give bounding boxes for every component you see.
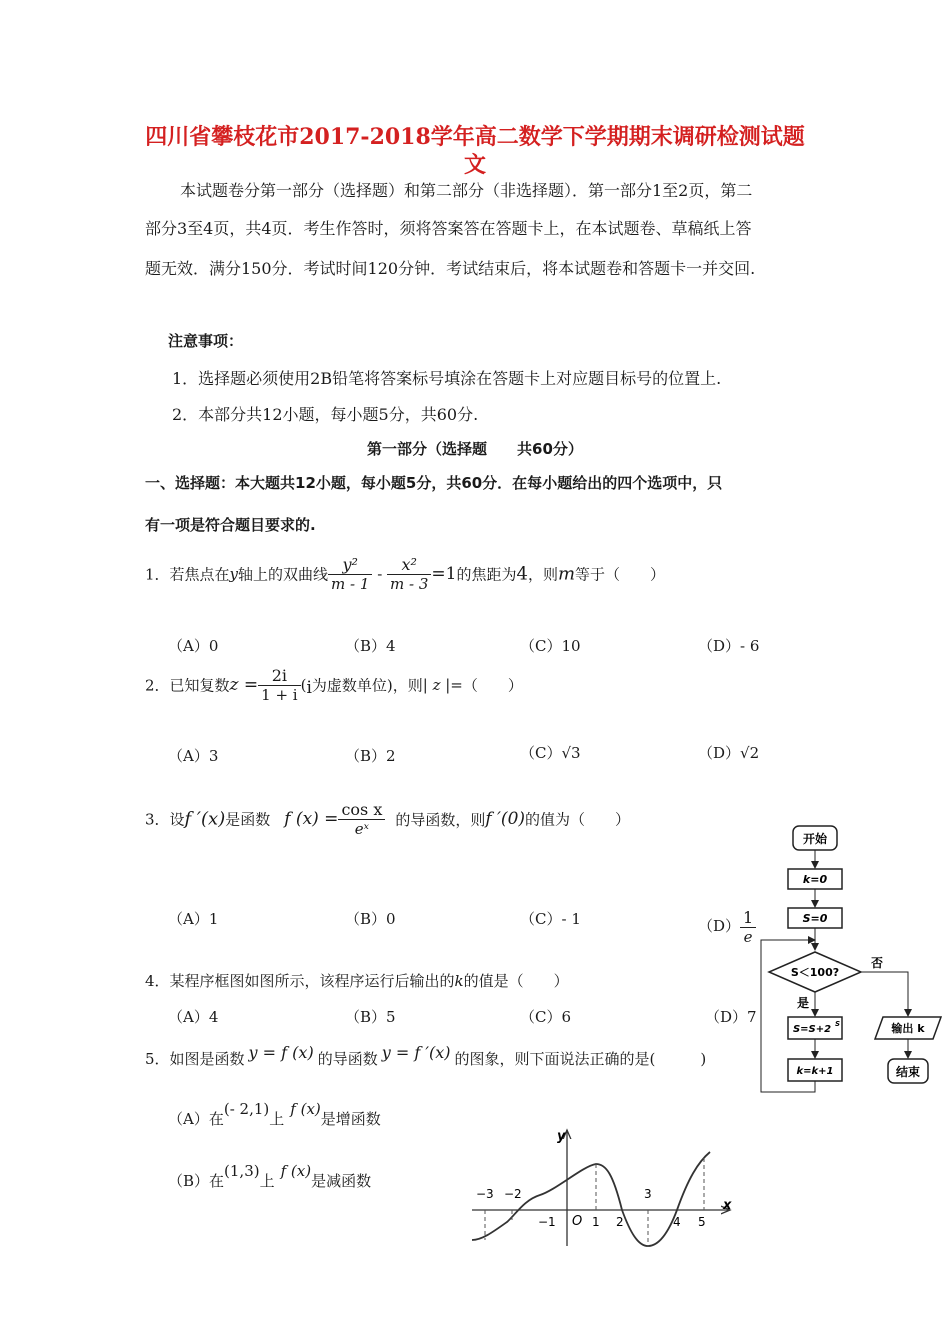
q1-post2: ，则 [527, 565, 558, 584]
q1-post: 的焦距为 [456, 565, 517, 584]
q1-option-b[interactable]: （B）4 [345, 637, 396, 655]
q4-option-b[interactable]: （B）5 [345, 1008, 396, 1026]
q5-option-b-mid: 上 [259, 1172, 275, 1190]
notes-heading: 注意事项： [168, 332, 244, 350]
q3-mid: 是函数 [225, 810, 271, 829]
doc-title-line2: 文 [463, 152, 486, 178]
q3-f0: f ′(0) [485, 809, 526, 829]
q5-post: 的图象，则下面说法正确的是( ) [454, 1050, 707, 1068]
q1-mid: 轴上的双曲线 [238, 565, 329, 584]
q2-abs: | z |= [422, 676, 463, 694]
q1-option-a[interactable]: （A）0 [168, 637, 219, 655]
intro-line3: 题无效．满分150分．考试时间120分钟．考试结束后，将本试题卷和答题卡一并交回. [145, 259, 756, 278]
graph-tick-4: 4 [673, 1215, 681, 1229]
q2-option-b[interactable]: （B）2 [345, 747, 396, 765]
q4-pre: 4．某程序框图如图所示，该程序运行后输出的 [145, 972, 455, 990]
flow-yes-label: 是 [797, 996, 810, 1010]
q5-y1: y = f (x) [248, 1043, 314, 1062]
q2-post2: （ ） [462, 676, 523, 695]
q2-i: i [306, 678, 312, 698]
flow-k0-text: k=0 [802, 873, 828, 886]
q1-eq: =1 [431, 564, 457, 584]
q5-option-a-interval: (- 2,1) [223, 1100, 270, 1118]
q3-stem [145, 800, 630, 838]
q2-pre: 2．已知复数 [145, 676, 230, 695]
q3-frac: $\frac{\text{cos x}}{\text{eˣ}}$ [338, 800, 385, 838]
doc-title-line1: 四川省攀枝花市2017-2018学年高二数学下学期期末调研检测试题 [145, 124, 805, 150]
q2-paren: ( [300, 676, 307, 694]
graph-origin: O [572, 1214, 583, 1229]
q3-option-d-label: （D） [698, 917, 741, 935]
graph-tick-1: 1 [592, 1215, 600, 1229]
intro-line1: 本试题卷分第一部分（选择题）和第二部分（非选择题）．第一部分1至2页，第二 [180, 181, 753, 200]
q3-option-a[interactable]: （A）1 [168, 910, 219, 928]
q1-minus: - [372, 565, 388, 583]
q1-four: 4 [516, 563, 528, 585]
graph-y-label: y [557, 1129, 566, 1144]
graph-tick-3: 3 [644, 1187, 652, 1201]
q5-mid: 的导函数 [317, 1050, 378, 1068]
flow-no-label: 否 [871, 956, 884, 970]
graph-tick-2: 2 [616, 1215, 624, 1229]
q4-post: 的值是（ ） [463, 972, 569, 990]
graph-tick-neg2: −2 [504, 1187, 522, 1201]
flow-start-text: 开始 [802, 832, 828, 846]
q5-y2: y = f ′(x) [381, 1043, 451, 1062]
flow-update-k-text: k=k+1 [796, 1066, 834, 1077]
q1-stem [145, 555, 665, 593]
q5-option-a[interactable] [168, 1100, 381, 1129]
flow-s0-text: S=0 [802, 912, 828, 925]
q3-option-d-frac: $\frac{1}{e}$ [740, 908, 756, 946]
graph-tick-neg1: −1 [538, 1215, 556, 1229]
q1-frac2: $\frac{\text{x²}}{m - 3}$ [387, 555, 431, 593]
q4-option-c[interactable]: （C）6 [520, 1008, 572, 1026]
flow-end-text: 结束 [895, 1065, 921, 1079]
q3-post: 的导函数，则 [395, 810, 486, 829]
q1-y: y [229, 565, 239, 583]
q4-stem [145, 970, 569, 991]
graph-tick-5: 5 [698, 1215, 706, 1229]
q3-option-b[interactable]: （B）0 [345, 910, 396, 928]
q2-option-a[interactable]: （A）3 [168, 747, 219, 765]
q2-stem [145, 666, 523, 704]
q1-frac1: $\frac{\text{y²}}{m - 1}$ [328, 555, 372, 593]
q2-option-d[interactable]: （D）√2 [698, 744, 760, 762]
notes-item2: 2．本部分共12小题，每小题5分，共60分. [172, 405, 479, 424]
q5-option-a-post: 是增函数 [320, 1110, 381, 1128]
graph-x-label: x [723, 1198, 732, 1213]
q3-pre: 3．设 [145, 810, 185, 829]
q2-option-c[interactable]: （C）√3 [520, 744, 581, 762]
q3-post2: 的值为（ ） [525, 810, 631, 829]
q1-pre: 1．若焦点在 [145, 565, 230, 584]
q5-option-b-interval: (1,3) [224, 1162, 260, 1180]
q5-stem [145, 1043, 707, 1069]
q1-m: m [557, 563, 576, 585]
q3-fx: f (x) = [284, 809, 339, 829]
intro-line2: 部分3至4页，共4页．考生作答时，须将答案答在答题卡上，在本试题卷、草稿纸上答 [145, 219, 752, 238]
section-instr1: 一、选择题：本大题共12小题，每小题5分，共60分．在每小题给出的四个选项中，只 [145, 474, 723, 492]
q5-option-a-mid: 上 [269, 1110, 285, 1128]
q5-pre: 5．如图是函数 [145, 1050, 245, 1068]
notes-item1: 1．选择题必须使用2B铅笔将答案标号填涂在答题卡上对应题目标号的位置上. [172, 369, 722, 388]
q3-option-d[interactable] [698, 908, 756, 946]
q5-option-b[interactable] [168, 1162, 372, 1191]
q3-option-c[interactable]: （C）- 1 [520, 910, 581, 928]
q5-option-a-pre: （A）在 [168, 1110, 224, 1128]
q1-post3: 等于（ ） [575, 565, 666, 584]
flow-update-s-exp: S [835, 1020, 841, 1028]
graph-tick-neg3: −3 [476, 1187, 494, 1201]
q4-option-d[interactable]: （D）7 [705, 1008, 757, 1026]
flow-update-s-text: S=S+2 [792, 1024, 832, 1035]
q5-option-b-f: f (x) [280, 1162, 312, 1180]
q5-option-b-pre: （B）在 [168, 1172, 225, 1190]
flowchart [755, 820, 945, 1100]
section-heading: 第一部分（选择题 共60分） [367, 440, 583, 458]
derivative-graph [468, 1124, 738, 1250]
q5-option-a-f: f (x) [290, 1100, 321, 1118]
flow-output-text: 输出 k [891, 1022, 925, 1035]
section-instr2: 有一项是符合题目要求的. [145, 516, 316, 534]
q3-fp: f ′(x) [184, 808, 226, 830]
q1-option-d[interactable]: （D）- 6 [698, 637, 760, 655]
flow-cond-text: S＜100? [790, 966, 840, 979]
q5-option-b-post: 是减函数 [311, 1172, 372, 1190]
q1-option-c[interactable]: （C）10 [520, 637, 581, 655]
q4-k: k [454, 972, 464, 990]
q2-z: z = [229, 675, 259, 695]
q4-option-a[interactable]: （A）4 [168, 1008, 219, 1026]
q2-post: 为虚数单位)，则 [311, 676, 423, 695]
q2-frac: $\frac{2i}{1 + i}$ [258, 666, 300, 704]
